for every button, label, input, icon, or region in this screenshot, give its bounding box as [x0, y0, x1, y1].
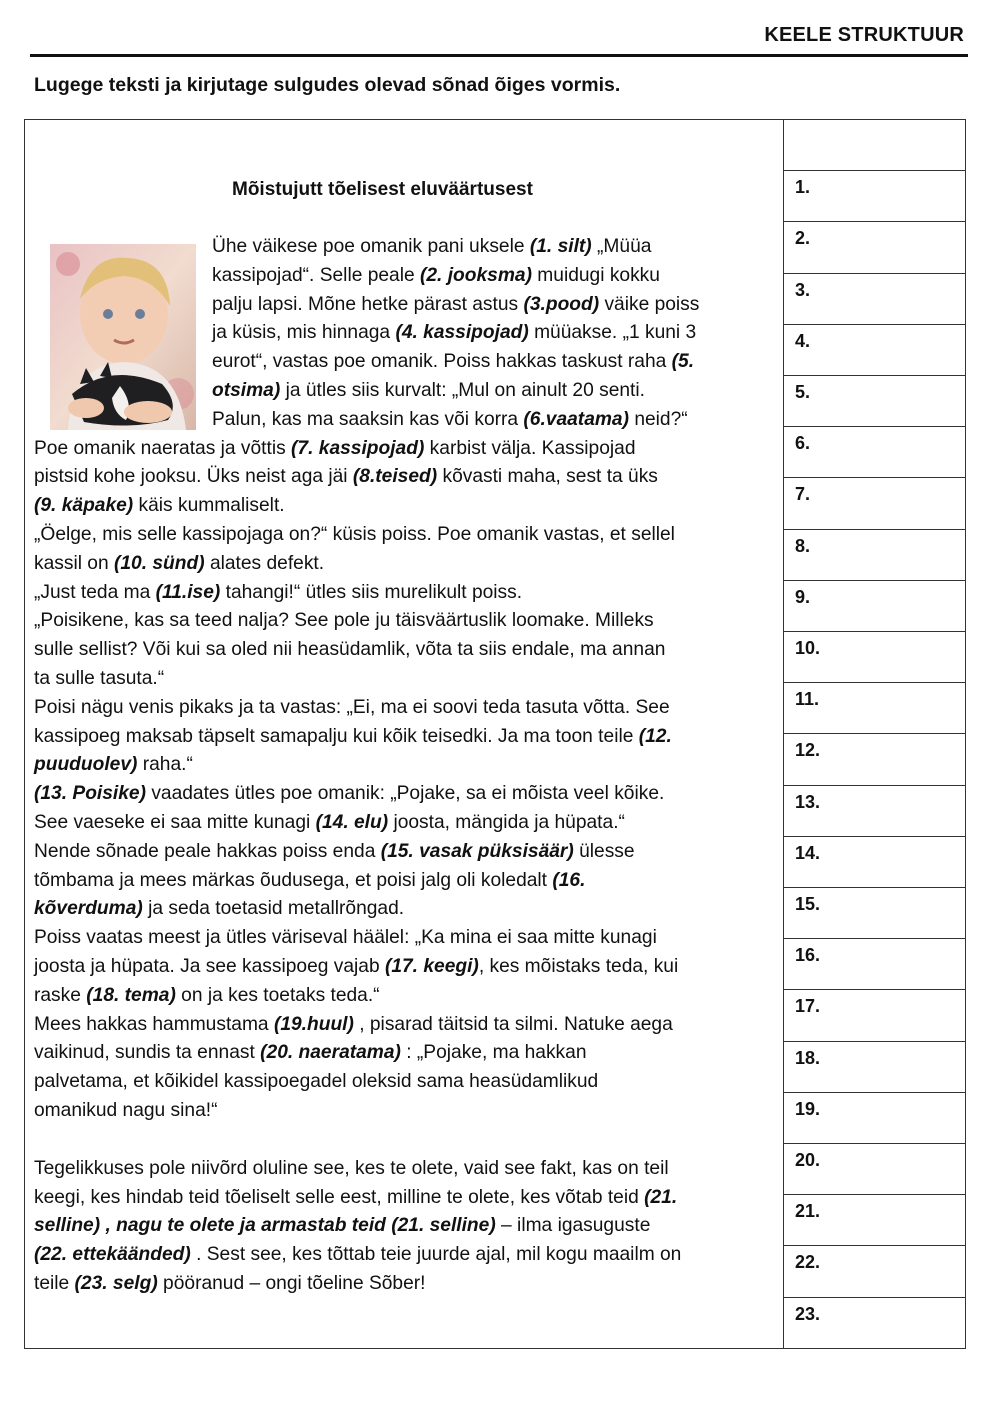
answer-number: 18. — [795, 1047, 821, 1068]
story-text: Nende sõnade peale hakkas poiss enda — [34, 840, 381, 862]
answer-row[interactable] — [784, 683, 965, 734]
story-line — [34, 1097, 774, 1126]
story-line — [34, 838, 774, 867]
story-line — [34, 723, 774, 752]
story-text: raha.“ — [137, 754, 193, 776]
story-text: raske — [34, 984, 87, 1006]
answer-row[interactable] — [784, 222, 965, 273]
story-text: joosta, mängida ja hüpata.“ — [388, 811, 625, 833]
story-text: kassil on — [34, 552, 114, 574]
story-text: Poe omanik naeratas ja võttis — [34, 437, 292, 459]
gap-prompt: (13. Poisike) — [34, 783, 146, 805]
answer-number: 17. — [795, 996, 821, 1017]
gap-prompt: (20. naeratama) — [260, 1042, 401, 1064]
story-line — [34, 1184, 774, 1213]
paragraph-gap — [34, 1126, 774, 1155]
story-line — [34, 895, 774, 924]
gap-prompt: (14. elu) — [315, 811, 389, 833]
story-line — [34, 521, 774, 550]
story-text: pööranud – ongi tõeline Sõber! — [157, 1272, 426, 1294]
instruction-text: Lugege teksti ja kirjutage sulgudes olevad sõnad õiges vormis. — [34, 74, 621, 96]
answer-number: 5. — [795, 382, 811, 402]
story-line — [212, 319, 774, 348]
answer-row[interactable] — [784, 325, 965, 376]
story-text: : „Pojake, ma hakkan — [400, 1042, 587, 1064]
story-text: joosta ja hüpata. Ja see kassipoeg vajab — [34, 955, 385, 977]
answer-row[interactable] — [784, 1093, 965, 1144]
story-text: ülesse — [573, 840, 635, 862]
answer-number: 14. — [795, 842, 821, 863]
answer-row[interactable] — [784, 734, 965, 785]
gap-prompt: (1. silt) — [529, 236, 592, 257]
gap-prompt: otsima) — [212, 379, 281, 401]
answer-number: 23. — [795, 1303, 821, 1324]
story-line — [34, 579, 774, 608]
story-text: kassipojad“. Selle peale — [212, 264, 420, 286]
story-line — [34, 924, 774, 953]
story-line — [34, 780, 774, 809]
answer-row[interactable] — [784, 1246, 965, 1297]
answer-row[interactable] — [784, 632, 965, 683]
answer-row[interactable] — [784, 274, 965, 325]
gap-prompt: kõverduma) — [34, 898, 143, 920]
story-text: neid?“ — [629, 408, 688, 430]
story-text: ja seda toetasid metallrõngad. — [142, 898, 405, 920]
story-text: tahangi!“ ütles siis murelikult poiss. — [220, 581, 523, 603]
answer-row[interactable] — [784, 581, 965, 632]
gap-prompt: (12. — [638, 725, 672, 747]
answer-row[interactable] — [784, 939, 965, 990]
story-line — [34, 1039, 774, 1068]
answer-number: 9. — [795, 586, 811, 607]
answer-number: 3. — [795, 279, 811, 300]
answer-row[interactable] — [784, 1298, 965, 1349]
gap-prompt: (8.teised) — [352, 466, 438, 488]
story-title: Mõistujutt tõelisest eluväärtusest — [232, 179, 533, 200]
story-text: tõmbama ja mees märkas õudusega, et poisi jalg oli koledalt — [34, 869, 553, 891]
story-text: on ja kes toetaks teda.“ — [175, 984, 380, 1006]
story-line — [212, 291, 774, 320]
answer-row[interactable] — [784, 530, 965, 581]
story-line — [34, 1155, 774, 1184]
answer-number: 8. — [795, 535, 811, 556]
answer-number: 11. — [795, 689, 820, 710]
story-text: Poiss vaatas meest ja ütles väriseval häälel: „Ka mina ei saa mitte kunagi — [34, 927, 657, 949]
story-text: Ühe väikese poe omanik pani uksele — [212, 236, 530, 257]
answer-row[interactable] — [784, 990, 965, 1041]
answer-row[interactable] — [784, 888, 965, 939]
story-line — [34, 751, 774, 780]
story-text: kassipoeg maksab täpselt samapalju kui kõik teisedki. Ja ma toon teile — [34, 725, 639, 747]
answer-number: 1. — [795, 177, 811, 198]
story-line — [212, 348, 774, 377]
answer-number: 6. — [795, 433, 811, 454]
story-text: Poisi nägu venis pikaks ja ta vastas: „Ei, ma ei soovi teda tasuta võtta. See — [34, 696, 670, 718]
gap-prompt: puuduolev) — [34, 754, 138, 776]
story-text: „Just teda ma — [34, 581, 156, 603]
story-line — [34, 809, 774, 838]
gap-prompt: (17. keegi) — [384, 955, 479, 977]
story-text: müüakse. „1 kuni 3 — [528, 322, 697, 344]
story-text: „Öelge, mis selle kassipojaga on?“ küsis poiss. Poe omanik vastas, et sellel — [34, 523, 675, 545]
story-text: sulle sellist? Või kui sa oled nii heasüdamlik, võta ta siis endale, ma annan — [34, 639, 666, 661]
story-text: See vaeseke ei saa mitte kunagi — [34, 811, 316, 833]
gap-prompt: (18. tema) — [86, 984, 176, 1006]
answer-row[interactable] — [784, 1042, 965, 1093]
story-text: , pisarad täitsid ta silmi. Natuke aega — [353, 1013, 673, 1035]
story-text: vaadates ütles poe omanik: „Pojake, sa ei mõista veel kõike. — [145, 783, 665, 805]
story-text: väike poiss — [599, 293, 700, 315]
story-line — [34, 1068, 774, 1097]
answer-row[interactable] — [784, 478, 965, 529]
story-text: muidugi kokku — [531, 264, 660, 286]
gap-prompt: (15. vasak püksisäär) — [380, 840, 574, 862]
answer-number: 13. — [795, 791, 821, 812]
story-text: Mees hakkas hammustama — [34, 1013, 274, 1035]
answer-row[interactable] — [784, 376, 965, 427]
story-text: kõvasti maha, sest ta üks — [437, 466, 658, 488]
story-text: ja ütles siis kurvalt: „Mul on ainult 20 senti. — [280, 379, 645, 401]
gap-prompt: (9. käpake) — [34, 495, 134, 517]
gap-prompt: (21. — [644, 1186, 678, 1208]
gap-prompt: selline) , nagu te olete ja armastab teid (21. selline) — [34, 1215, 496, 1237]
answer-row[interactable] — [784, 171, 965, 222]
story-text: . Sest see, kes tõttab teie juurde ajal, mil kogu maailm on — [190, 1244, 682, 1266]
story-text: Palun, kas ma saaksin kas või korra — [212, 408, 524, 430]
story-text: omanikud nagu sina!“ — [34, 1099, 218, 1121]
answer-number: 21. — [795, 1201, 821, 1222]
answer-header-row — [784, 120, 965, 171]
gap-prompt: (23. selg) — [74, 1272, 158, 1294]
gap-prompt: (16. — [552, 869, 586, 891]
story-text: teile — [34, 1272, 75, 1294]
story-line — [34, 492, 774, 521]
story-text: palvetama, et kõikidel kassipoegadel oleksid sama heasüdamlikud — [34, 1071, 599, 1093]
story-line — [34, 636, 774, 665]
gap-prompt: (10. sünd) — [113, 552, 205, 574]
story-text: „Müüa — [591, 236, 652, 257]
story-text: ja küsis, mis hinnaga — [212, 322, 396, 344]
story-body — [34, 233, 774, 1299]
page-header — [30, 22, 968, 57]
gap-prompt: (11.ise) — [155, 581, 221, 603]
story-text: vaikinud, sundis ta ennast — [34, 1042, 261, 1064]
story-text: käis kummaliselt. — [133, 495, 285, 517]
story-text: alates defekt. — [204, 552, 325, 574]
story-line — [34, 435, 774, 464]
answer-number: 2. — [795, 228, 811, 249]
gap-prompt: (7. kassipojad) — [291, 437, 425, 459]
story-line — [34, 607, 774, 636]
story-line — [34, 1011, 774, 1040]
answer-number: 20. — [795, 1150, 821, 1170]
answer-number: 22. — [795, 1252, 821, 1273]
gap-prompt: (22. ettekäänded) — [34, 1244, 191, 1266]
answer-number: 16. — [795, 945, 821, 966]
story-line — [34, 665, 774, 694]
story-text: keegi, kes hindab teid tõeliselt selle eest, milline te olete, kes võtab teid — [34, 1186, 645, 1208]
story-text: ta sulle tasuta.“ — [34, 667, 165, 689]
story-text: pistsid kohe jooksu. Üks neist aga jäi — [34, 466, 353, 488]
story-text: palju lapsi. Mõne hetke pärast astus — [212, 293, 524, 315]
story-text: – ilma igasuguste — [495, 1215, 651, 1237]
story-line — [34, 1212, 774, 1241]
gap-prompt: (5. — [671, 351, 695, 373]
answer-number: 12. — [795, 740, 821, 761]
answer-row[interactable] — [784, 1144, 965, 1195]
story-line — [212, 406, 774, 435]
story-line — [34, 982, 774, 1011]
gap-prompt: (4. kassipojad) — [395, 322, 529, 344]
story-line — [34, 867, 774, 896]
story-line — [34, 550, 774, 579]
answer-row[interactable] — [784, 427, 965, 478]
story-line — [34, 1270, 774, 1299]
story-line — [212, 262, 774, 291]
gap-prompt: (3.pood) — [523, 293, 600, 315]
answer-number: 10. — [795, 638, 821, 658]
story-line — [34, 953, 774, 982]
answer-column — [784, 120, 965, 1348]
answer-row[interactable] — [784, 1195, 965, 1246]
answer-number: 7. — [795, 484, 811, 505]
gap-prompt: (2. jooksma) — [420, 264, 532, 286]
gap-prompt: (19.huul) — [273, 1013, 354, 1035]
story-line — [34, 694, 774, 723]
story-text: „Poisikene, kas sa teed nalja? See pole ju täisväärtuslik loomake. Milleks — [34, 610, 654, 632]
gap-prompt: (6.vaatama) — [523, 408, 629, 430]
answer-row[interactable] — [784, 837, 965, 888]
header-title: KEELE STRUKTUUR — [764, 24, 964, 46]
answer-row[interactable] — [784, 786, 965, 837]
story-text: , kes mõistaks teda, kui — [478, 955, 679, 977]
story-text: Tegelikkuses pole niivõrd oluline see, kes te olete, vaid see fakt, kas on teil — [34, 1157, 669, 1179]
answer-number: 15. — [795, 894, 821, 914]
story-line — [34, 1241, 774, 1270]
story-line — [212, 233, 774, 262]
answer-number: 4. — [795, 330, 811, 351]
story-line — [212, 377, 774, 406]
story-text: eurot“, vastas poe omanik. Poiss hakkas taskust raha — [212, 351, 672, 373]
story-line — [34, 463, 774, 492]
story-text: karbist välja. Kassipojad — [424, 437, 636, 459]
answer-number: 19. — [795, 1098, 821, 1119]
